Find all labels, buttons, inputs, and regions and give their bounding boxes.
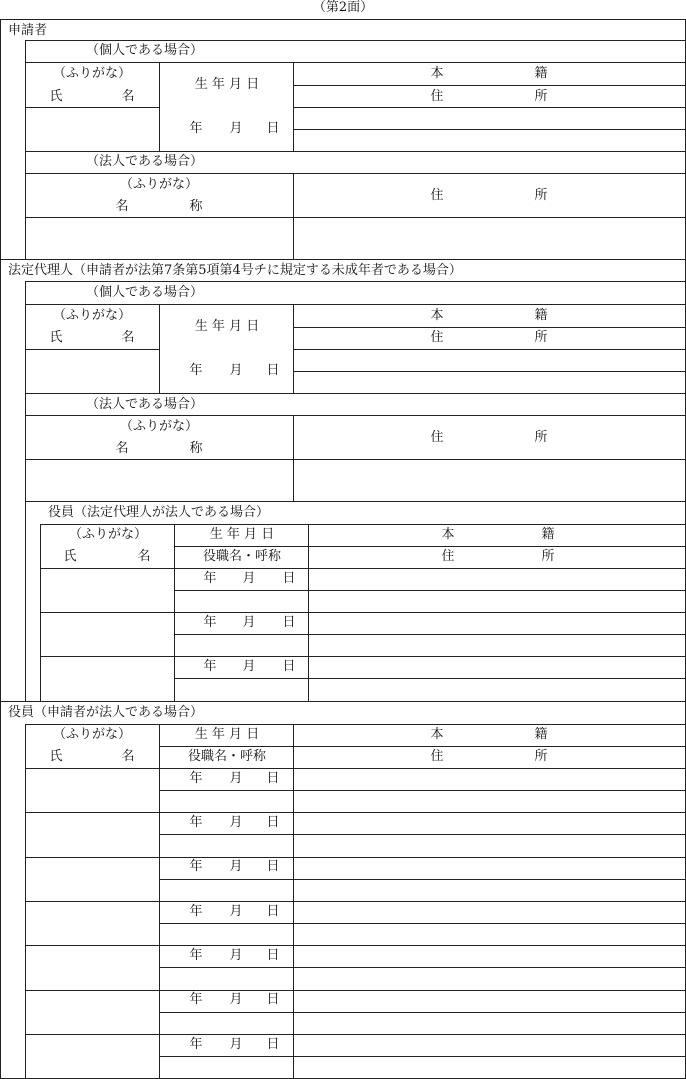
- applicant-officer-1-date-year: 年: [189, 771, 203, 786]
- applicant-officer-7-date-month: 月: [229, 1037, 243, 1052]
- legal-rep-officer-2-date-month: 月: [242, 615, 256, 630]
- applicant-officer-2-date-year: 年: [189, 815, 203, 830]
- applicant-officer-4-date-day: 日: [266, 904, 280, 919]
- applicant-domicile-label-right: 籍: [534, 66, 548, 81]
- applicant-officer-6-date-day: 日: [266, 992, 280, 1007]
- applicant-officer-1-date-month: 月: [229, 771, 243, 786]
- applicant-corporation-subtitle: （法人である場合）: [86, 154, 204, 169]
- legal-rep-officers-address-label-right: 所: [541, 549, 555, 564]
- applicant-officer-5-date-day: 日: [266, 948, 280, 963]
- applicant-birthdate-label: 生 年 月 日: [194, 77, 260, 92]
- legal-rep-date-month: 月: [229, 363, 243, 378]
- applicant-officers-domicile-label-right: 籍: [534, 727, 548, 742]
- legal-rep-corporation-subtitle: （法人である場合）: [86, 397, 204, 412]
- legal-rep-officer-3-date-year: 年: [203, 659, 217, 674]
- applicant-corp-name-label-right: 称: [189, 199, 203, 214]
- legal-rep-officers-furigana-label: （ふりがな）: [68, 527, 148, 542]
- applicant-address-label-right: 所: [534, 89, 548, 104]
- applicant-officer-3-date-year: 年: [189, 859, 203, 874]
- legal-rep-officer-3-date-day: 日: [282, 659, 296, 674]
- applicant-officer-5-date-month: 月: [229, 948, 243, 963]
- applicant-officers-name-label-right: 名: [121, 749, 135, 764]
- applicant-officers-birthdate-label: 生 年 月 日: [194, 727, 260, 742]
- legal-rep-corp-name-label-left: 名: [115, 441, 129, 456]
- applicant-name-label-right: 名: [121, 89, 135, 104]
- applicant-officer-6-date-year: 年: [189, 992, 203, 1007]
- applicant-corp-name-label-left: 名: [115, 199, 129, 214]
- legal-rep-officers-birthdate-label: 生 年 月 日: [209, 527, 275, 542]
- legal-rep-furigana-label: （ふりがな）: [52, 308, 132, 323]
- legal-rep-section-title: 法定代理人（申請者が法第7条第5項第4号チに規定する未成年者である場合）: [8, 263, 462, 278]
- applicant-officer-5-date-year: 年: [189, 948, 203, 963]
- applicant-officer-2-date-day: 日: [266, 815, 280, 830]
- legal-rep-officers-domicile-label-left: 本: [441, 527, 455, 542]
- applicant-officer-4-date-year: 年: [189, 904, 203, 919]
- applicant-date-year: 年: [189, 121, 203, 136]
- legal-rep-domicile-label-left: 本: [430, 308, 444, 323]
- applicant-officers-address-label-left: 住: [430, 749, 444, 764]
- applicant-officers-address-label-right: 所: [534, 749, 548, 764]
- applicant-date-month: 月: [229, 121, 243, 136]
- applicant-officer-4-date-month: 月: [229, 904, 243, 919]
- applicant-corp-furigana-label: （ふりがな）: [119, 177, 199, 192]
- applicant-domicile-label-left: 本: [430, 66, 444, 81]
- applicant-officers-position-label: 役職名・呼称: [187, 749, 267, 764]
- legal-rep-officer-1-date-year: 年: [203, 571, 217, 586]
- applicant-furigana-label: （ふりがな）: [52, 66, 132, 81]
- legal-rep-officer-2-date-year: 年: [203, 615, 217, 630]
- legal-rep-officers-address-label-left: 住: [441, 549, 455, 564]
- legal-rep-officers-domicile-label-right: 籍: [541, 527, 555, 542]
- legal-rep-corp-furigana-label: （ふりがな）: [119, 419, 199, 434]
- legal-rep-officer-2-date-day: 日: [282, 615, 296, 630]
- applicant-address-label-left: 住: [430, 89, 444, 104]
- legal-rep-corp-name-label-right: 称: [189, 441, 203, 456]
- legal-rep-officer-3-date-month: 月: [242, 659, 256, 674]
- applicant-name-label-left: 氏: [49, 89, 63, 104]
- applicant-date-day: 日: [266, 121, 280, 136]
- applicant-officer-3-date-day: 日: [266, 859, 280, 874]
- legal-rep-individual-subtitle: （個人である場合）: [86, 285, 204, 300]
- legal-rep-birthdate-label: 生 年 月 日: [194, 319, 260, 334]
- applicant-officer-2-date-month: 月: [229, 815, 243, 830]
- applicant-officer-3-date-month: 月: [229, 859, 243, 874]
- applicant-section-title: 申請者: [8, 23, 48, 38]
- legal-rep-date-year: 年: [189, 363, 203, 378]
- legal-rep-officers-title: 役員（法定代理人が法人である場合）: [48, 505, 270, 520]
- legal-rep-corp-address-label-left: 住: [430, 430, 444, 445]
- legal-rep-name-label-right: 名: [121, 330, 135, 345]
- legal-rep-address-label-right: 所: [534, 330, 548, 345]
- legal-rep-officers-position-label: 役職名・呼称: [202, 549, 282, 564]
- applicant-officer-7-date-day: 日: [266, 1037, 280, 1052]
- legal-rep-officer-1-date-day: 日: [282, 571, 296, 586]
- legal-rep-name-label-left: 氏: [49, 330, 63, 345]
- applicant-corp-address-label-left: 住: [430, 188, 444, 203]
- applicant-officers-furigana-label: （ふりがな）: [52, 727, 132, 742]
- legal-rep-domicile-label-right: 籍: [534, 308, 548, 323]
- legal-rep-officers-name-label-right: 名: [137, 549, 151, 564]
- applicant-officer-6-date-month: 月: [229, 992, 243, 1007]
- legal-rep-corp-address-label-right: 所: [534, 430, 548, 445]
- applicant-officer-7-date-year: 年: [189, 1037, 203, 1052]
- legal-rep-address-label-left: 住: [430, 330, 444, 345]
- legal-rep-officer-1-date-month: 月: [242, 571, 256, 586]
- applicant-officers-title: 役員（申請者が法人である場合）: [8, 705, 204, 720]
- legal-rep-officers-name-label-left: 氏: [63, 549, 77, 564]
- applicant-officers-domicile-label-left: 本: [430, 727, 444, 742]
- legal-rep-date-day: 日: [266, 363, 280, 378]
- page-number: （第2面）: [312, 0, 374, 15]
- applicant-individual-subtitle: （個人である場合）: [86, 43, 204, 58]
- applicant-officers-name-label-left: 氏: [49, 749, 63, 764]
- applicant-corp-address-label-right: 所: [534, 188, 548, 203]
- applicant-officer-1-date-day: 日: [266, 771, 280, 786]
